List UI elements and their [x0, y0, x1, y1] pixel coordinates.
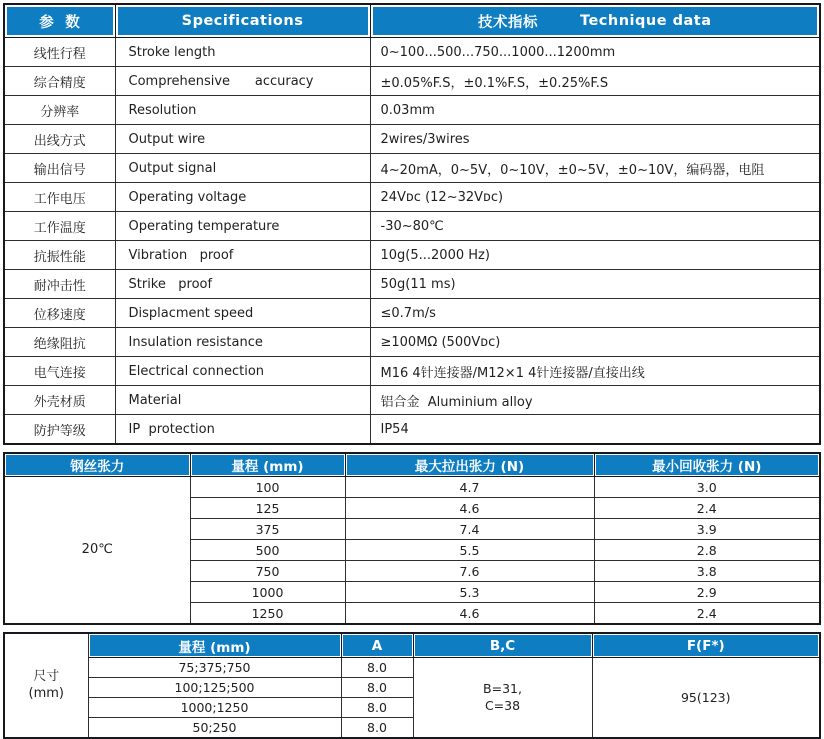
range-cell: 375 — [190, 519, 345, 540]
table-row — [4, 154, 820, 183]
param-cell: 防护等级 — [4, 415, 115, 445]
param-cell: 抗振性能 — [4, 241, 115, 270]
table-row — [4, 415, 820, 445]
min-retract-cell: 2.8 — [594, 540, 820, 561]
value-cell: 50g(11 ms) — [370, 270, 820, 299]
spec-cell: Material — [115, 386, 370, 415]
param-cell: 工作电压 — [4, 183, 115, 212]
param-cell: 耐冲击性 — [4, 270, 115, 299]
value-cell: 10g(5...2000 Hz) — [370, 241, 820, 270]
temperature-cell: 20℃ — [4, 477, 190, 625]
tech-header-en: Technique data — [580, 13, 712, 29]
dim-f-header: F(F*) — [592, 633, 820, 658]
param-cell: 绝缘阻抗 — [4, 328, 115, 357]
value-cell: -30~80℃ — [370, 212, 820, 241]
dimension-header-row — [4, 633, 820, 658]
range-cell: 750 — [190, 561, 345, 582]
tech-header — [370, 4, 820, 38]
value-cell: 24Vᴅᴄ (12~32Vᴅᴄ) — [370, 183, 820, 212]
table-row — [4, 241, 820, 270]
param-cell: 分辨率 — [4, 96, 115, 125]
spec-cell: Insulation resistance — [115, 328, 370, 357]
range-cell: 75;375;750 — [88, 658, 341, 678]
tension-header-row — [4, 453, 820, 477]
tension-max-pull-header: 最大拉出张力 (N) — [345, 453, 594, 477]
max-pull-cell: 7.6 — [345, 561, 594, 582]
range-cell: 100 — [190, 477, 345, 498]
table-row — [4, 299, 820, 328]
table-row — [4, 38, 820, 67]
value-cell: 2wires/3wires — [370, 125, 820, 154]
table-row — [4, 270, 820, 299]
min-retract-cell: 3.9 — [594, 519, 820, 540]
min-retract-cell: 2.4 — [594, 603, 820, 625]
table-row — [4, 125, 820, 154]
range-cell: 1250 — [190, 603, 345, 625]
table-row — [4, 386, 820, 415]
min-retract-cell: 3.8 — [594, 561, 820, 582]
range-cell: 125 — [190, 498, 345, 519]
wire-tension-table — [3, 452, 821, 625]
spec-cell: Stroke length — [115, 38, 370, 67]
max-pull-cell: 5.5 — [345, 540, 594, 561]
datasheet — [3, 3, 821, 739]
spec-header: Specifications — [115, 4, 370, 38]
param-cell: 输出信号 — [4, 154, 115, 183]
param-cell: 综合精度 — [4, 67, 115, 96]
table-row — [4, 477, 820, 498]
param-cell: 工作温度 — [4, 212, 115, 241]
tension-condition-header: 钢丝张力 — [4, 453, 190, 477]
bc-value-line2: C=38 — [484, 697, 521, 713]
spec-cell: Operating temperature — [115, 212, 370, 241]
max-pull-cell: 4.6 — [345, 603, 594, 625]
param-cell: 位移速度 — [4, 299, 115, 328]
range-cell: 50;250 — [88, 718, 341, 739]
spec-cell: Output signal — [115, 154, 370, 183]
value-cell: ±0.05%F.S，±0.1%F.S，±0.25%F.S — [370, 67, 820, 96]
dim-bc-header: B,C — [413, 633, 592, 658]
dimension-label-line2: (mm) — [28, 685, 64, 701]
min-retract-cell: 3.0 — [594, 477, 820, 498]
value-cell: ≤0.7m/s — [370, 299, 820, 328]
f-cell: 95(123) — [592, 658, 820, 739]
max-pull-cell: 4.6 — [345, 498, 594, 519]
dimension-label-line1: 尺寸 — [33, 668, 60, 684]
spec-cell: IP protection — [115, 415, 370, 445]
min-retract-cell: 2.9 — [594, 582, 820, 603]
value-cell: 0.03mm — [370, 96, 820, 125]
param-cell: 出线方式 — [4, 125, 115, 154]
range-cell: 1000;1250 — [88, 698, 341, 718]
param-cell: 线性行程 — [4, 38, 115, 67]
value-cell: 0~100...500...750...1000...1200mm — [370, 38, 820, 67]
tension-min-retract-header: 最小回收张力 (N) — [594, 453, 820, 477]
dimension-table — [3, 632, 821, 739]
dim-range-header: 量程 (mm) — [88, 633, 341, 658]
spec-cell: Output wire — [115, 125, 370, 154]
specifications-table — [3, 3, 821, 445]
param-header: 参 数 — [4, 4, 115, 38]
dim-a-header: A — [341, 633, 413, 658]
bc-value-line1: B=31, — [483, 681, 522, 697]
value-cell: 铝合金 Aluminium alloy — [370, 386, 820, 415]
table-row — [4, 67, 820, 96]
max-pull-cell: 5.3 — [345, 582, 594, 603]
spec-cell: Resolution — [115, 96, 370, 125]
spec-header-row — [4, 4, 820, 38]
value-cell: IP54 — [370, 415, 820, 445]
range-cell: 100;125;500 — [88, 678, 341, 698]
spec-cell: Operating voltage — [115, 183, 370, 212]
value-cell: ≥100MΩ (500Vᴅᴄ) — [370, 328, 820, 357]
tech-header-cn: 技术指标 — [478, 14, 538, 31]
spec-cell: Strike proof — [115, 270, 370, 299]
min-retract-cell: 2.4 — [594, 498, 820, 519]
spec-cell: Vibration proof — [115, 241, 370, 270]
tension-range-header: 量程 (mm) — [190, 453, 345, 477]
range-cell: 500 — [190, 540, 345, 561]
a-cell: 8.0 — [341, 718, 413, 739]
a-cell: 8.0 — [341, 658, 413, 678]
max-pull-cell: 4.7 — [345, 477, 594, 498]
dimension-label-cell — [4, 633, 88, 738]
table-row — [4, 96, 820, 125]
spec-cell: Comprehensive accuracy — [115, 67, 370, 96]
table-row — [4, 658, 820, 678]
a-cell: 8.0 — [341, 678, 413, 698]
table-row — [4, 328, 820, 357]
range-cell: 1000 — [190, 582, 345, 603]
param-cell: 电气连接 — [4, 357, 115, 386]
table-row — [4, 357, 820, 386]
table-row — [4, 212, 820, 241]
max-pull-cell: 7.4 — [345, 519, 594, 540]
value-cell: M16 4针连接器/M12×1 4针连接器/直接出线 — [370, 357, 820, 386]
spec-cell: Displacment speed — [115, 299, 370, 328]
table-row — [4, 183, 820, 212]
a-cell: 8.0 — [341, 698, 413, 718]
spec-cell: Electrical connection — [115, 357, 370, 386]
param-cell: 外壳材质 — [4, 386, 115, 415]
value-cell: 4~20mA，0~5V，0~10V，±0~5V，±0~10V，编码器，电阻 — [370, 154, 820, 183]
